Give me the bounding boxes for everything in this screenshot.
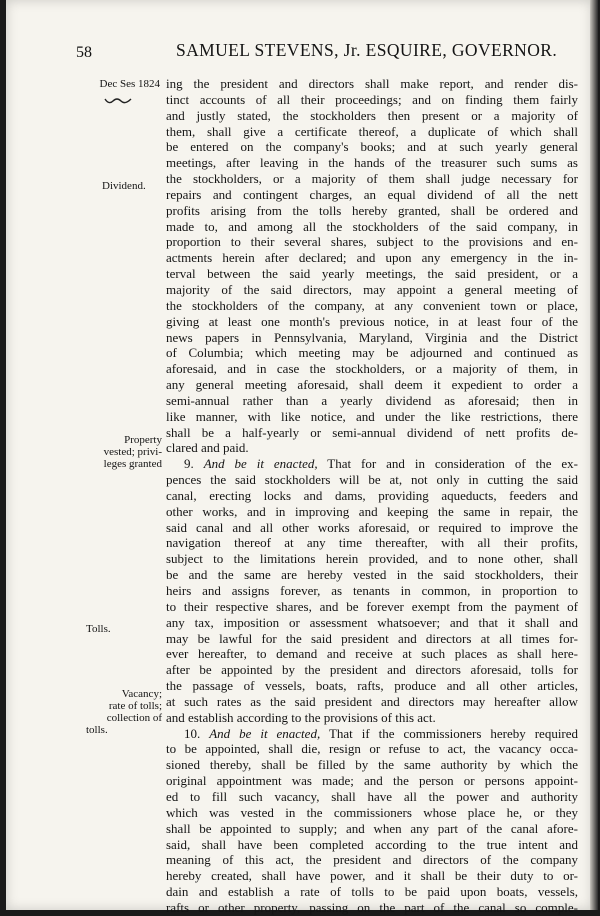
text-line: of Columbia; which meeting may be adjourned and continued as bbox=[166, 345, 578, 361]
margin-note-vacancy-3: collection of bbox=[106, 712, 162, 724]
page-edge-shadow bbox=[590, 0, 598, 910]
text-line: heirs and assigns forever, as tenants in common, in proportion to bbox=[166, 583, 578, 598]
body-text bbox=[166, 76, 578, 916]
section-10-number: 10. bbox=[184, 725, 201, 741]
text-line: them, shall give a certificate thereof, a duplicate of which shall bbox=[166, 123, 578, 139]
text-line: actments herein after declared; and upon any emergency in the in- bbox=[166, 250, 578, 266]
text-line: proportion to their several shares, subject to the provisions and en- bbox=[166, 234, 578, 250]
section-9-enacting-clause: And be it enacted, bbox=[203, 456, 318, 472]
text-line: profits arising from the tolls hereby granted, shall be ordered and bbox=[166, 202, 578, 218]
page-number: 58 bbox=[76, 44, 92, 61]
text-line: at such rates as the said president and directors may hereafter allow bbox=[166, 693, 578, 709]
text-line: rafts or other property, passing on the part of the canal so comple- bbox=[166, 899, 578, 915]
text-line: original appointment was made; and the person or persons appoint- bbox=[166, 773, 578, 789]
text-line: That for and in consideration of the ex- bbox=[327, 456, 578, 472]
text-line: said canal and all other works aforesaid, or required to improve the bbox=[166, 519, 578, 535]
text-line: clared and paid. bbox=[166, 440, 249, 456]
text-line: meetings, after leaving in the hands of the treasurer such sums as bbox=[166, 155, 578, 171]
text-line: ever hereafter, to demand and receive at such places as shall here- bbox=[166, 646, 578, 662]
section-9-number: 9. bbox=[184, 456, 194, 472]
text-line: dain and establish a rate of tolls to be paid upon boats, vessels, bbox=[166, 884, 578, 900]
text-line: like manner, with like notice, and under the like restrictions, there bbox=[166, 408, 578, 424]
text-line: ed to fill such vacancy, shall have all the power and authority bbox=[166, 788, 578, 804]
margin-note-vacancy-4: tolls. bbox=[86, 724, 108, 736]
text-line: pences the said stockholders will be at, not only in cutting the said bbox=[166, 472, 578, 488]
text-line: any tax, imposition or assessment whatsoever; and that it shall and bbox=[166, 614, 578, 630]
text-line: may be lawful for the said president and directors at all times for- bbox=[166, 630, 578, 646]
text-line: news papers in Pennsylvania, Maryland, Virginia and the District bbox=[166, 329, 578, 345]
text-line: the stockholders of the company, at any convenient town or place, bbox=[166, 297, 578, 313]
text-line: shall be appointed to supply; and when any part of the canal afore- bbox=[166, 820, 578, 836]
text-line: repairs and contingent charges, an equal dividend of all the nett bbox=[166, 186, 578, 202]
text-line: canal, erecting locks and dams, providing aqueducts, feeders and bbox=[166, 487, 578, 503]
text-line: to their respective shares, and be forever exempt from the payment of bbox=[166, 598, 578, 614]
text-line: terval between the said yearly meetings, the said president, or a bbox=[166, 266, 578, 282]
text-line: meaning of this act, the president and directors of the company bbox=[166, 852, 578, 868]
section-10-enacting-clause: And be it enacted, bbox=[209, 725, 321, 741]
text-line: and establish according to the provisions of this act. bbox=[166, 709, 436, 725]
text-line: made to, and among all the stockholders of the said company, in bbox=[166, 218, 578, 234]
margin-note-property-2: vested; privi- bbox=[103, 446, 162, 458]
margin-note-session: Dec Ses 1824 bbox=[99, 78, 160, 90]
text-line: the passage of vessels, boats, rafts, produce and all other articles, bbox=[166, 678, 578, 694]
flourish-icon bbox=[104, 96, 132, 106]
text-line: be entered on the company's books; and at such yearly general bbox=[166, 139, 578, 155]
text-line: and justly stated, the stockholders then present or a majority of bbox=[166, 107, 578, 123]
text-line: any general meeting aforesaid, shall deem it expedient to order a bbox=[166, 377, 578, 393]
margin-note-vacancy-2: rate of tolls; bbox=[108, 700, 162, 712]
margin-note-dividend: Dividend. bbox=[102, 180, 146, 192]
document-page bbox=[6, 0, 592, 915]
text-line: ing the president and directors shall make report, and render dis- bbox=[166, 76, 578, 91]
text-line: after be appointed by the president and directors aforesaid, tolls for bbox=[166, 662, 578, 678]
text-line: navigation thereof at any time thereafter, with all their profits, bbox=[166, 535, 578, 551]
text-line: tinct accounts of all their proceedings; and on finding them fairly bbox=[166, 91, 578, 107]
margin-note-tolls: Tolls. bbox=[86, 623, 111, 635]
section-9-first-line bbox=[166, 456, 578, 472]
text-line: other works, and in improving and keeping the same in repair, the bbox=[166, 503, 578, 519]
running-title: SAMUEL STEVENS, Jr. ESQUIRE, GOVERNOR. bbox=[176, 40, 558, 60]
text-line: to be appointed, shall die, resign or refuse to act, the vacancy occa- bbox=[166, 741, 578, 757]
text-line: which was vested in the commissioners whose place he, or they bbox=[166, 804, 578, 820]
text-line: That if the commissioners hereby required bbox=[328, 725, 578, 741]
text-line: hereby created, shall have power, and it shall be their duty to or- bbox=[166, 868, 578, 884]
text-line: aforesaid, and in case the stockholders, or a majority of them, in bbox=[166, 361, 578, 377]
text-line: said, shall have been completed according to the true intent and bbox=[166, 836, 578, 852]
section-10-first-line bbox=[166, 726, 578, 742]
text-line: giving at least one month's previous notice, in at least four of the bbox=[166, 313, 578, 329]
page-header bbox=[6, 40, 592, 64]
text-line: be and the same are hereby vested in the said stockholders, their bbox=[166, 567, 578, 583]
text-line: subject to the limitations herein provided, and to none other, shall bbox=[166, 551, 578, 567]
text-line: semi-annual rather than a yearly dividend as aforesaid; then in bbox=[166, 392, 578, 408]
text-line: the stockholders, or a majority of them shall judge necessary for bbox=[166, 171, 578, 187]
text-line: sioned thereby, shall be filled by the same authority by which the bbox=[166, 757, 578, 773]
text-line: shall be a half-yearly or semi-annual dividend of nett profits de- bbox=[166, 424, 578, 440]
margin-note-vacancy-1: Vacancy; bbox=[121, 688, 162, 700]
margin-note-property-3: leges granted bbox=[103, 458, 162, 470]
margin-note-property-1: Property bbox=[124, 434, 162, 446]
text-line: majority of the said directors, may appoint a general meeting of bbox=[166, 281, 578, 297]
